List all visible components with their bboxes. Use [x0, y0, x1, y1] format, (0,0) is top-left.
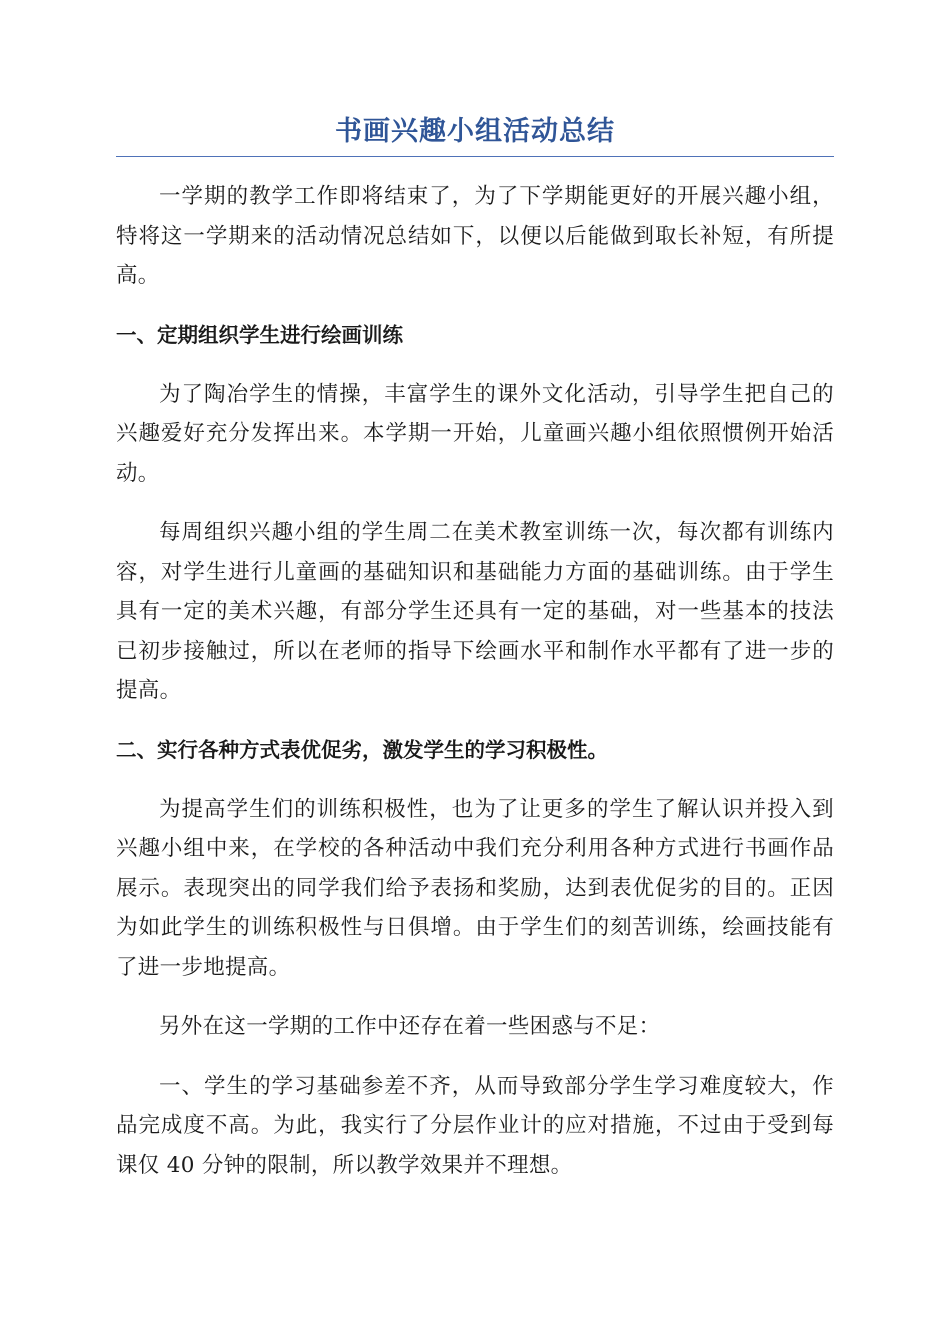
section-2-paragraph-1: 为提高学生们的训练积极性，也为了让更多的学生了解认识并投入到兴趣小组中来，在学校的各种活动中我们充分利用各种方式进行书画作品展示。表现突出的同学我们给予表扬和奖励，达到表优促劣的目的。正因为如此学生的训练积极性与日俱增。由于学生们的刻苦训练，绘画技能有了进一步地提高。 — [116, 796, 834, 980]
section-heading-1: 一、定期组织学生进行绘画训练 — [116, 322, 403, 347]
document-title: 书画兴趣小组活动总结 — [335, 116, 615, 147]
title-underline — [116, 156, 834, 157]
shortcomings-intro-paragraph: 另外在这一学期的工作中还存在着一些困惑与不足： — [159, 1014, 661, 1039]
shortcoming-item-1: 一、学生的学习基础参差不齐，从而导致部分学生学习难度较大，作品完成度不高。为此，我实行了分层作业计的应对措施，不过由于受到每课仅 40 分钟的限制，所以教学效果并不理想。 — [116, 1073, 834, 1178]
document-page — [116, 112, 834, 1205]
intro-paragraph: 一学期的教学工作即将结束了，为了下学期能更好的开展兴趣小组，特将这一学期来的活动情况总结如下，以便以后能做到取长补短，有所提高。 — [116, 184, 834, 288]
section-1-paragraph-2: 每周组织兴趣小组的学生周二在美术教室训练一次，每次都有训练内容，对学生进行儿童画的基础知识和基础能力方面的基础训练。由于学生具有一定的美术兴趣，有部分学生还具有一定的基础，对一些基本的技法已初步接触过，所以在老师的指导下绘画水平和制作水平都有了进一步的提高。 — [116, 520, 834, 703]
section-1-paragraph-1: 为了陶冶学生的情操，丰富学生的课外文化活动，引导学生把自己的兴趣爱好充分发挥出来。本学期一开始，儿童画兴趣小组依照惯例开始活动。 — [116, 381, 834, 486]
section-heading-2: 二、实行各种方式表优促劣，激发学生的学习积极性。 — [116, 737, 608, 762]
